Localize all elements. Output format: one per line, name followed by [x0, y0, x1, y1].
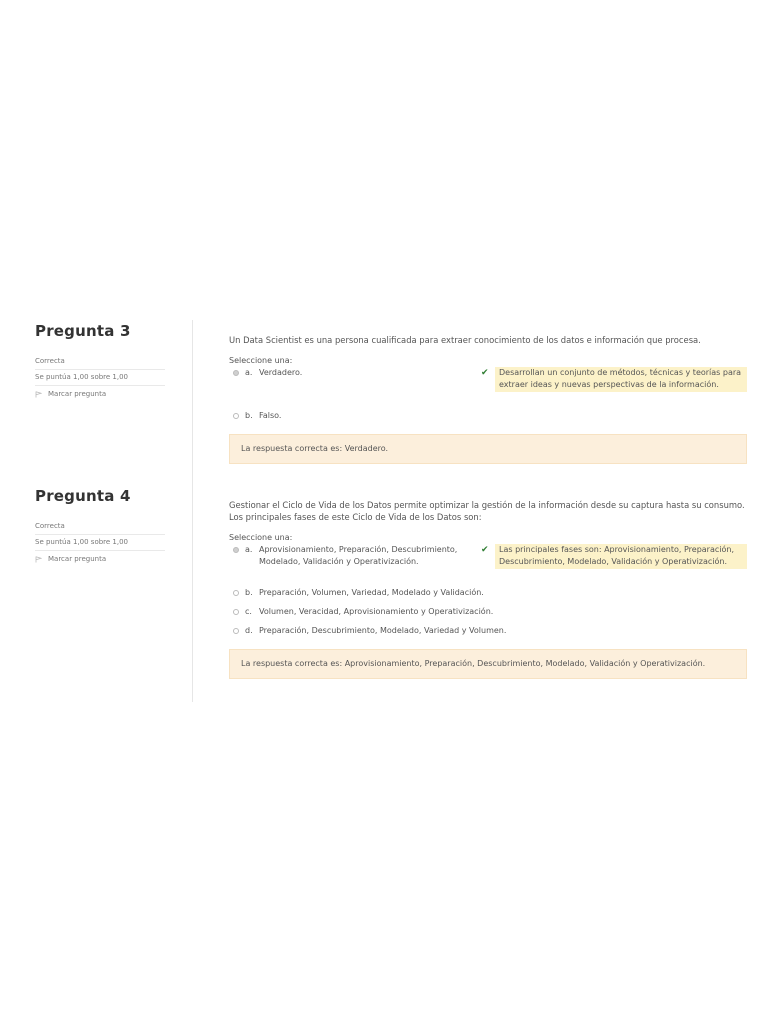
answer-letter: c. [245, 607, 252, 616]
flag-icon [35, 556, 42, 563]
question-text: Un Data Scientist es una persona cualificada para extraer conocimiento de los datos e información que procesa. [229, 335, 701, 345]
correct-answer-box: La respuesta correcta es: Verdadero. [229, 434, 747, 464]
question-info [35, 322, 165, 398]
question-content [229, 499, 747, 679]
feedback-text: Desarrollan un conjunto de métodos, técnicas y teorías para extraer ideas y nuevas perspectivas de la información. [495, 367, 747, 392]
answer-text: Verdadero. [259, 368, 303, 377]
answer-feedback [481, 367, 747, 392]
check-icon: ✔ [481, 368, 489, 378]
answer-letter: a. [245, 545, 253, 554]
question-score: Se puntúa 1,00 sobre 1,00 [35, 370, 165, 386]
question-text: Gestionar el Ciclo de Vida de los Datos permite optimizar la gestión de la información desde su captura hasta su consumo. Los principales fases de este Ciclo de Vida de los Datos son: [229, 500, 745, 522]
radio-button[interactable] [233, 590, 239, 596]
answer-option-c[interactable] [229, 606, 747, 618]
feedback-text: Las principales fases son: Aprovisionamiento, Preparación, Descubrimiento, Modelado, Validación y Operativización. [495, 544, 747, 569]
answer-letter: a. [245, 368, 253, 377]
flag-question-label: Marcar pregunta [48, 555, 107, 563]
column-divider [192, 320, 193, 702]
answer-feedback [481, 544, 747, 569]
answer-text: Preparación, Descubrimiento, Modelado, Variedad y Volumen. [259, 626, 507, 635]
question-status: Correcta [35, 354, 165, 370]
check-icon: ✔ [481, 545, 489, 555]
answer-prompt: Seleccione una: [229, 533, 293, 542]
answer-option-d[interactable] [229, 625, 747, 637]
answer-text: Volumen, Veracidad, Aprovisionamiento y Operativización. [259, 607, 494, 616]
question-info [35, 487, 165, 563]
answer-text: Falso. [259, 411, 282, 420]
answer-option-b[interactable] [229, 587, 747, 599]
question-title: Pregunta 4 [35, 487, 131, 505]
radio-button[interactable] [233, 547, 239, 553]
radio-button[interactable] [233, 628, 239, 634]
answer-option-a[interactable] [229, 367, 747, 389]
answer-text: Aprovisionamiento, Preparación, Descubrimiento, Modelado, Validación y Operativización. [259, 545, 458, 566]
answer-letter: b. [245, 588, 253, 597]
question-status: Correcta [35, 519, 165, 535]
answer-letter: d. [245, 626, 253, 635]
radio-button[interactable] [233, 413, 239, 419]
flag-question-link[interactable] [35, 386, 165, 398]
flag-question-link[interactable] [35, 551, 165, 563]
flag-question-label: Marcar pregunta [48, 390, 107, 398]
question-score: Se puntúa 1,00 sobre 1,00 [35, 535, 165, 551]
radio-button[interactable] [233, 609, 239, 615]
answer-option-a[interactable] [229, 544, 747, 580]
flag-icon [35, 391, 42, 398]
answer-option-b[interactable] [229, 410, 747, 422]
question-content [229, 334, 747, 464]
answer-text: Preparación, Volumen, Variedad, Modelado y Validación. [259, 588, 484, 597]
answer-letter: b. [245, 411, 253, 420]
question-title: Pregunta 3 [35, 322, 131, 340]
correct-answer-box: La respuesta correcta es: Aprovisionamiento, Preparación, Descubrimiento, Modelado, Validación y Operativización. [229, 649, 747, 679]
answer-prompt: Seleccione una: [229, 356, 293, 365]
radio-button[interactable] [233, 370, 239, 376]
